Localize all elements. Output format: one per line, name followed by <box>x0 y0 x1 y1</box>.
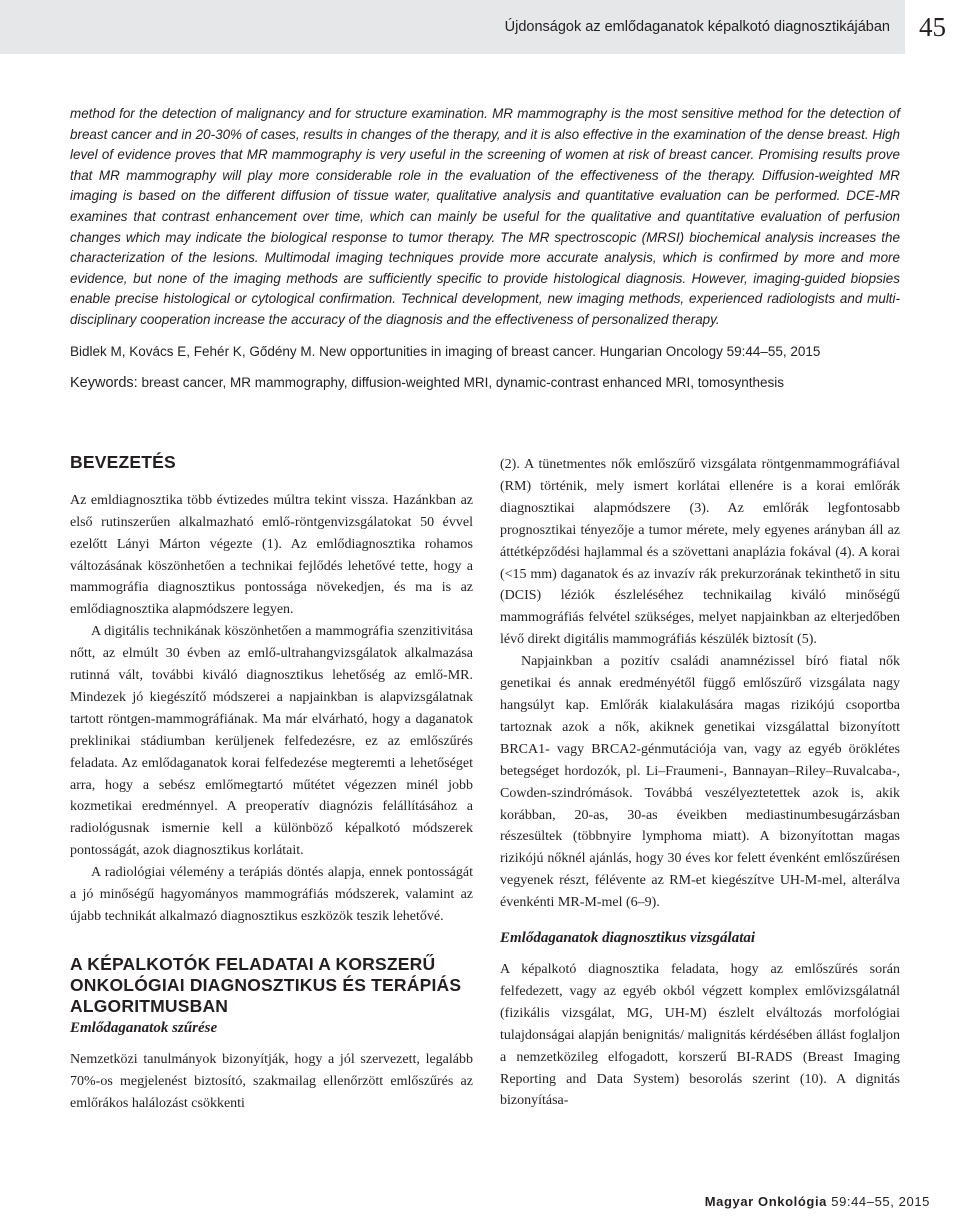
left-column <box>70 452 473 1115</box>
right-paragraph-1: (2). A tünetmentes nők emlőszűrő vizsgálata röntgenmammográfiával (RM) történik, mely ismert korlátai ellenére is a korai emlőrák diagnosztikai alapmódszere (3). Az emlőrák legfontosabb prognosztikai tényezője a tumor mérete, mely egyenes arányban áll az áttétképződési hajlammal és a szövettani anaplázia fokával (4). A korai (<15 mm) daganatok és az invazív rák prekurzorának tekinthető in situ (DCIS) léziók észleléséhez technikailag kiváló minőségű mammográfiás felvétel szükséges, melyet napjainkban az elterjedőben lévő direkt digitális mammográfiás készülék biztosít (5). <box>500 457 900 648</box>
keywords-label: Keywords: <box>70 375 138 391</box>
heading-introduction: BEVEZETÉS <box>70 452 176 472</box>
citation: Bidlek M, Kovács E, Fehér K, Gődény M. New opportunities in imaging of breast cancer. Hungarian Oncology 59:44–55, 2015 <box>70 344 821 359</box>
right-paragraph-2: Napjainkban a pozitív családi anamnézissel bíró fiatal nők genetikai és annak eredményétől függő emlőszűrő vizsgálata nagy hangsúlyt kap. Emlőrák kialakulására magas rizikójú csoportba tartoznak azok a nők, akiknek genetikai vizsgálattal bizonyított BRCA1- vagy BRCA2-génmutációja van, vagy az egyéb öröklétes betegséget hordozók, pl. Li–Fraumeni-, Bannayan–Riley–Ruvalcaba-, Cowden-szindrómások. Továbbá veszélyeztetettek azok is, akik korábban, 20-as, 30-as éveikben mediastinumbesugárzásban részesültek (többnyire lymphoma miatt). A bizonyítottan magas rizikójú nőknél ajánlás, hogy 30 éves kor felett évenként emlőszűrésen vegyenek részt, félévente az RM-et kiegészítve UH-M-mel, alterálva évenkénti MR-M-mel (6–9). <box>500 654 900 911</box>
page-number: 45 <box>905 0 960 54</box>
screening-paragraph: Nemzetközi tanulmányok bizonyítják, hogy a jól szervezett, legalább 70%-os megjelenést biztosító, szakmailag ellenőrzött emlőszűrés az emlőrákos halálozást csökkenti <box>70 1052 473 1112</box>
diagnostics-paragraph: A képalkotó diagnosztika feladata, hogy az emlőszűrés során felfedezett, vagy az egyéb okból végzett komplex emlővizsgálatnál (fizikális vizsgálat, MG, UH-M) észlelt elváltozás morfológiai tulajdonságai alapján benignitás/ malignitás kérdésében állást foglaljon a nemzetközileg elfogadott, korszerű BI-RADS (Breast Imaging Reporting and Data System) besorolás szerint (10). A dignitás bizonyítása- <box>500 962 900 1109</box>
keywords <box>70 373 910 393</box>
running-title: Újdonságok az emlődaganatok képalkotó diagnosztikájában <box>504 19 890 35</box>
footer-journal: Magyar Onkológia <box>704 1194 828 1209</box>
intro-paragraph-3: A radiológiai vélemény a terápiás döntés alapja, ennek pontosságát a jó minőségű hagyományos mammográfiás módszerek, valamint az újabb technikát alkalmazó diagnosztikus eszközök teszik lehetővé. <box>70 865 473 925</box>
right-column <box>500 454 900 1112</box>
subheading-screening: Emlődaganatok szűrése <box>70 1020 218 1037</box>
keywords-text: breast cancer, MR mammography, diffusion-weighted MRI, dynamic-contrast enhanced MRI, tomosynthesis <box>141 375 784 390</box>
intro-paragraph-1: Az emldiagnosztika több évtizedes múltra tekint vissza. Hazánkban az első rutinszerűen alkalmazható emlő-röntgenvizsgálatokat 50 évvel ezelőtt Lányi Márton végezte (1). Az emlődiagnosztika rohamos változásának köszönhetően a technikai fejlődés lehetővé tette, hogy a mammográfia diagnosztikus pontossága növekedjen, és ma is az emlődiagnosztika alapmódszere legyen. <box>70 492 473 618</box>
running-header <box>0 0 960 54</box>
page-footer <box>705 1194 930 1209</box>
subheading-diagnostics: Emlődaganatok diagnosztikus vizsgálatai <box>500 930 756 947</box>
abstract-text: method for the detection of malignancy and for structure examination. MR mammography is the most sensitive method for the detection of breast cancer and in 20-30% of cases, results in changes of the therapy, and it is also effective in the examination of the dense breast. High level of evidence proves that MR mammography is very useful in the screening of women at risk of breast cancer. Promising results prove that MR mammography will play more considerable role in the evaluation of the effectiveness of the therapy. Diffusion-weighted MR imaging is based on the different diffusion of tissue water, qualitative analysis and quantitative evaluation can be performed. DCE-MR examines that contrast enhancement over time, which can mainly be useful for the qualitative and quantitative evaluation of perfusion changes which may indicate the biological response to tumor therapy. The MR spectroscopic (MRSI) biochemical analysis increases the characterization of the lesions. Multimodal imaging techniques provide more accurate analysis, which is confirmed by more and more evidence, but none of the imaging methods are sufficiently specific to provide histological diagnosis. However, imaging-guided biopsies enable precise histological or cytological confirmation. Technical development, new imaging methods, experienced radiologists and multi-disciplinary cooperation increase the accuracy of the diagnosis and the effectiveness of personalized therapy. <box>70 106 900 327</box>
intro-paragraph-2: A digitális technikának köszönhetően a mammográfia szenzitivitása nőtt, az elmúlt 30 évben az emlő-ultrahangvizsgálatok alkalmazása rutinná vált, további kiváló diagnosztikus lehetőség az emlő-MR. Mindezek jó kiegészítő módszerei a napjainkban is alapvizsgálatnak tartott röntgen-mammográfiának. Ma már elvárható, hogy a daganatok preklinikai stádiumban kerüljenek felfedezésre, ez az emlőszűrés feladata. Az emlődaganatok korai felfedezése megteremti a lehetőséget arra, hogy a sebész emlőmegtartó műtétet végezzen minél jobb kozmetikai eredménnyel. A preoperatív diagnózis felállításához a radiológusnak ismernie kell a különböző képalkotó módszerek pontosságát, azok diagnosztikus korlátait. <box>70 624 473 859</box>
heading-imaging-tasks: A KÉPALKOTÓK FELADATAI A KORSZERŰ ONKOLÓGIAI DIAGNOSZTIKUS ÉS TERÁPIÁS ALGORITMUSBAN <box>70 953 462 1016</box>
footer-volume: 59:44–55, 2015 <box>831 1194 930 1209</box>
